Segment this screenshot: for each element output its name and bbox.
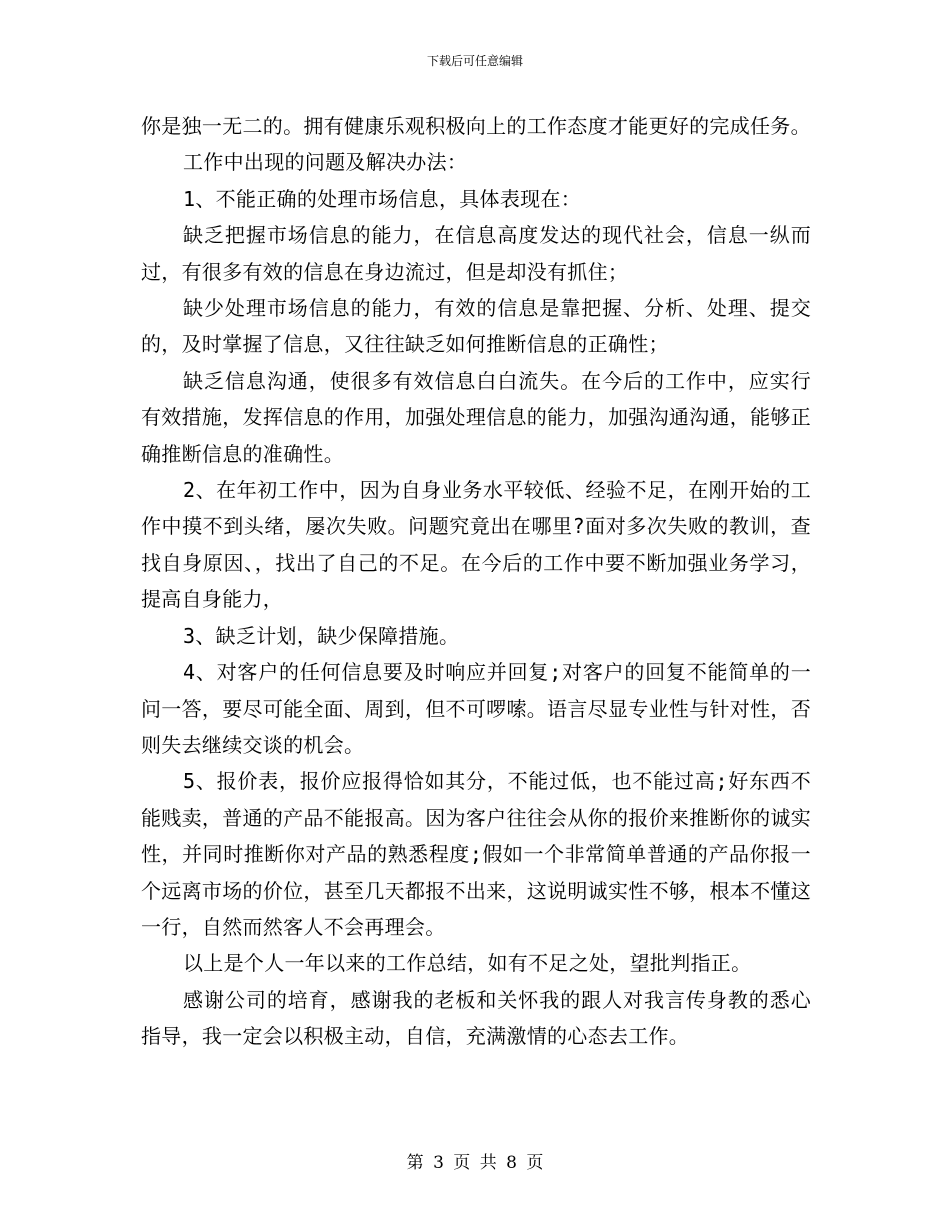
paragraph: 工作中出现的问题及解决办法： [183, 150, 468, 175]
paragraph: 缺乏把握市场信息的能力，在信息高度发达的现代社会，信息一纵而过，有很多有效的信息在身边流过，但是却没有抓住； [141, 223, 811, 284]
paragraph: 1、不能正确的处理市场信息，具体表现在： [183, 186, 582, 211]
paragraph: 感谢公司的培育，感谢我的老板和关怀我的跟人对我言传身教的悉心指导，我一定会以积极主动，自信，充满激情的心态去工作。 [141, 987, 811, 1049]
paragraph: 4、对客户的任何信息要及时响应并回复;对客户的回复不能简单的一问一答，要尽可能全面、周到，但不可啰嗦。语言尽显专业性与针对性，否则失去继续交谈的机会。 [141, 660, 811, 757]
body-text [141, 108, 811, 1055]
paragraph: 5、报价表，报价应报得恰如其分，不能过低，也不能过高;好东西不能贱卖，普通的产品不能报高。因为客户往往会从你的报价来推断你的诚实性，并同时推断你对产品的熟悉程度;假如一个非常简单普通的产品你报一个远离市场的价位，甚至几天都报不出来，这说明诚实性不够，根本不懂这一行，自然而然客人不会再理会。 [141, 769, 811, 939]
paragraph: 3、缺乏计划，缺少保障措施。 [183, 623, 460, 648]
paragraph: 缺少处理市场信息的能力，有效的信息是靠把握、分析、处理、提交的，及时掌握了信息，又往往缺乏如何推断信息的正确性； [141, 296, 811, 357]
paragraph: 以上是个人一年以来的工作总结，如有不足之处，望批判指正。 [183, 951, 752, 976]
page-header: 下载后可任意编辑 [426, 54, 523, 68]
paragraph: 你是独一无二的。拥有健康乐观积极向上的工作态度才能更好的完成任务。 [141, 114, 811, 138]
page-footer: 第 3 页 共 8 页 [406, 1153, 544, 1173]
paragraph: 2、在年初工作中，因为自身业务水平较低、经验不足，在刚开始的工作中摸不到头绪，屡次失败。问题究竟出在哪里?面对多次失败的教训，查找自身原因、，找出了自己的不足。在今后的工作中要不断加强业务学习，提高自身能力， [141, 478, 811, 612]
paragraph: 缺乏信息沟通，使很多有效信息白白流失。在今后的工作中，应实行有效措施，发挥信息的作用，加强处理信息的能力，加强沟通沟通，能够正确推断信息的准确性。 [141, 368, 811, 466]
